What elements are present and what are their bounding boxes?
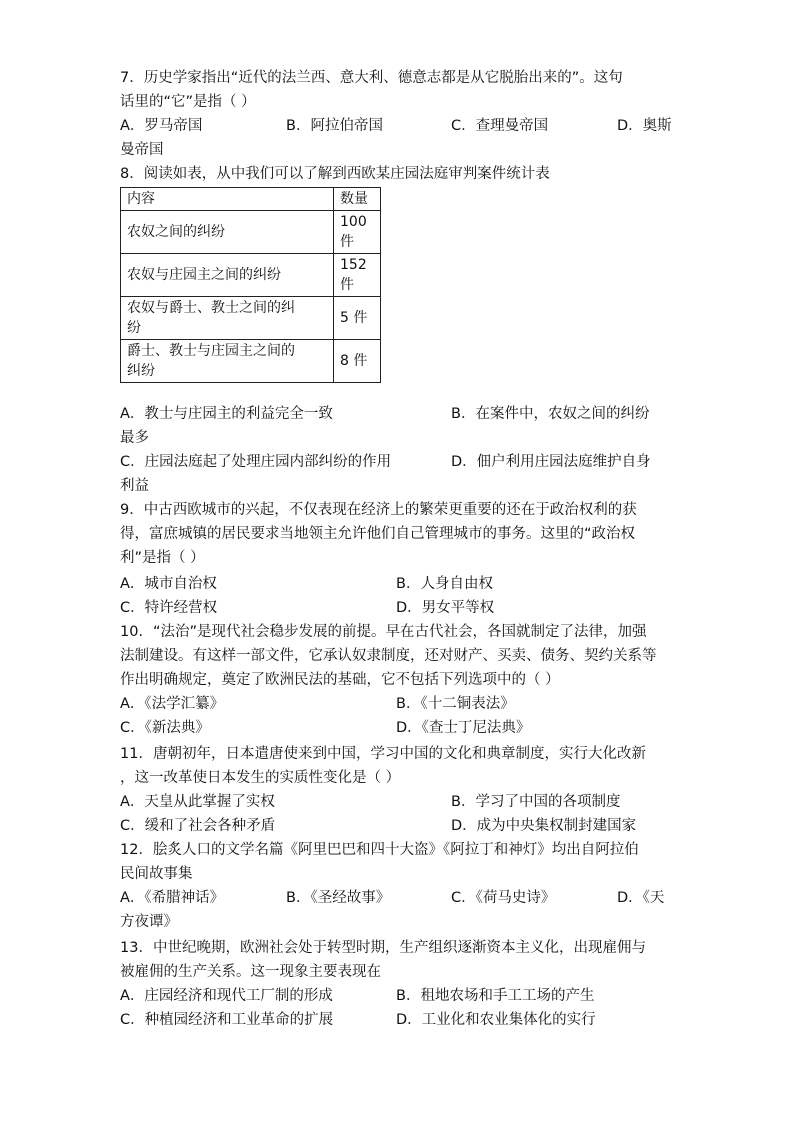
- q13-option-a: A．庄园经济和现代工厂制的形成: [120, 988, 333, 1004]
- q12-option-b: B．《圣经故事》: [286, 890, 391, 906]
- q10-option-a: A．《法学汇纂》: [120, 696, 225, 712]
- q10-stem-line1: 10．“法治”是现代社会稳步发展的前提。早在古代社会，各国就制定了法律，加强: [120, 624, 647, 640]
- q10-option-d: D．《查士丁尼法典》: [396, 720, 531, 736]
- q10-stem-line3: 作出明确规定，奠定了欧洲民法的基础，它不包括下列选项中的（ ）: [120, 672, 560, 688]
- cell-text: 纷: [127, 320, 141, 336]
- table-row: [121, 211, 381, 254]
- cell-text: 农奴之间的纠纷: [127, 224, 225, 240]
- cell-text: 5 件: [340, 310, 368, 326]
- table-cell-count: [334, 211, 381, 254]
- cell-text: 件: [340, 277, 354, 293]
- q13-option-b: B．租地农场和手工工场的产生: [396, 988, 595, 1004]
- q12-option-c: C．《荷马史诗》: [451, 890, 556, 906]
- q11-stem-line2: ，这一改革使日本发生的实质性变化是（ ）: [120, 770, 401, 786]
- q9-option-b: B．人身自由权: [396, 576, 493, 592]
- table-header-content: 内容: [121, 188, 334, 211]
- q12-option-a: A．《希腊神话》: [120, 890, 225, 906]
- cell-text: 100: [340, 214, 367, 230]
- table-cell-count: [334, 340, 381, 383]
- q7-stem-line2: 话里的“它”是指（ ）: [120, 94, 256, 110]
- q8-option-c: C．庄园法庭起了处理庄园内部纠纷的作用: [120, 454, 392, 470]
- table-row: [121, 340, 381, 383]
- q12-option-d: D．《天: [617, 890, 665, 906]
- table-cell-count: [334, 297, 381, 340]
- q12-stem-line2: 民间故事集: [120, 866, 193, 882]
- table-header-row: [121, 188, 381, 211]
- q8-option-d: D．佃户利用庄园法庭维护自身: [451, 454, 651, 470]
- q12-stem-line1: 12．脍炙人口的文学名篇《阿里巴巴和四十大盗》《阿拉丁和神灯》均出自阿拉伯: [120, 842, 639, 858]
- table-cell-content: [121, 340, 334, 383]
- cell-text: 152: [340, 257, 367, 273]
- cell-text: 8 件: [340, 353, 368, 369]
- q9-option-d: D．男女平等权: [396, 600, 495, 616]
- case-statistics-table: [120, 187, 381, 383]
- q7-option-d-continued: 曼帝国: [120, 142, 164, 158]
- q9-stem-line2: 得，富庶城镇的居民要求当地领主允许他们自己管理城市的事务。这里的“政治权: [120, 526, 636, 542]
- q10-option-b: B．《十二铜表法》: [396, 696, 515, 712]
- q9-stem-line3: 利”是指（ ）: [120, 550, 205, 566]
- q8-option-b-continued: 最多: [120, 430, 149, 446]
- q7-stem-line1: 7．历史学家指出“近代的法兰西、意大利、德意志都是从它脱胎出来的”。这句: [120, 70, 623, 86]
- cell-text: 纠纷: [127, 363, 155, 379]
- q8-option-b: B．在案件中，农奴之间的纠纷: [451, 406, 650, 422]
- table-cell-content: [121, 211, 334, 254]
- table-row: [121, 297, 381, 340]
- cell-text: 农奴与庄园主之间的纠纷: [127, 267, 281, 283]
- q7-option-a: A．罗马帝国: [120, 118, 203, 134]
- q8-option-a: A．教士与庄园主的利益完全一致: [120, 406, 333, 422]
- q9-option-a: A．城市自治权: [120, 576, 217, 592]
- table-cell-count: [334, 254, 381, 297]
- q7-option-c: C．查理曼帝国: [451, 118, 549, 134]
- q10-stem-line2: 法制建设。有这样一部文件，它承认奴隶制度，还对财产、买卖、债务、契约关系等: [120, 648, 657, 664]
- cell-text: 件: [340, 234, 354, 250]
- q8-stem-line1: 8．阅读如表，从中我们可以了解到西欧某庄园法庭审判案件统计表: [120, 166, 550, 182]
- q11-option-d: D．成为中央集权制封建国家: [451, 818, 637, 834]
- q13-option-d: D．工业化和农业集体化的实行: [396, 1012, 596, 1028]
- table-cell-content: [121, 254, 334, 297]
- q13-stem-line1: 13．中世纪晚期，欧洲社会处于转型时期，生产组织逐渐资本主义化，出现雇佣与: [120, 940, 646, 956]
- table-cell-content: [121, 297, 334, 340]
- q12-option-d-continued: 方夜谭》: [120, 914, 178, 930]
- cell-text: 农奴与爵士、教士之间的纠: [127, 300, 295, 316]
- q11-option-a: A．天皇从此掌握了实权: [120, 794, 275, 810]
- cell-text: 爵士、教士与庄园主之间的: [127, 343, 295, 359]
- q11-option-c: C．缓和了社会各种矛盾: [120, 818, 276, 834]
- table-header-count: 数量: [334, 188, 381, 211]
- q13-option-c: C．种植园经济和工业革命的扩展: [120, 1012, 334, 1028]
- q11-option-b: B．学习了中国的各项制度: [451, 794, 621, 810]
- q9-option-c: C．特许经营权: [120, 600, 218, 616]
- q7-option-b: B．阿拉伯帝国: [286, 118, 383, 134]
- q9-stem-line1: 9．中古西欧城市的兴起，不仅表现在经济上的繁荣更重要的还在于政治权利的获: [120, 502, 637, 518]
- q7-option-d: D．奥斯: [617, 118, 672, 134]
- q10-option-c: C．《新法典》: [120, 720, 210, 736]
- q13-stem-line2: 被雇佣的生产关系。这一现象主要表现在: [120, 964, 381, 980]
- table-row: [121, 254, 381, 297]
- q8-option-d-continued: 利益: [120, 478, 149, 494]
- q11-stem-line1: 11．唐朝初年，日本遣唐使来到中国，学习中国的文化和典章制度，实行大化改新: [120, 746, 646, 762]
